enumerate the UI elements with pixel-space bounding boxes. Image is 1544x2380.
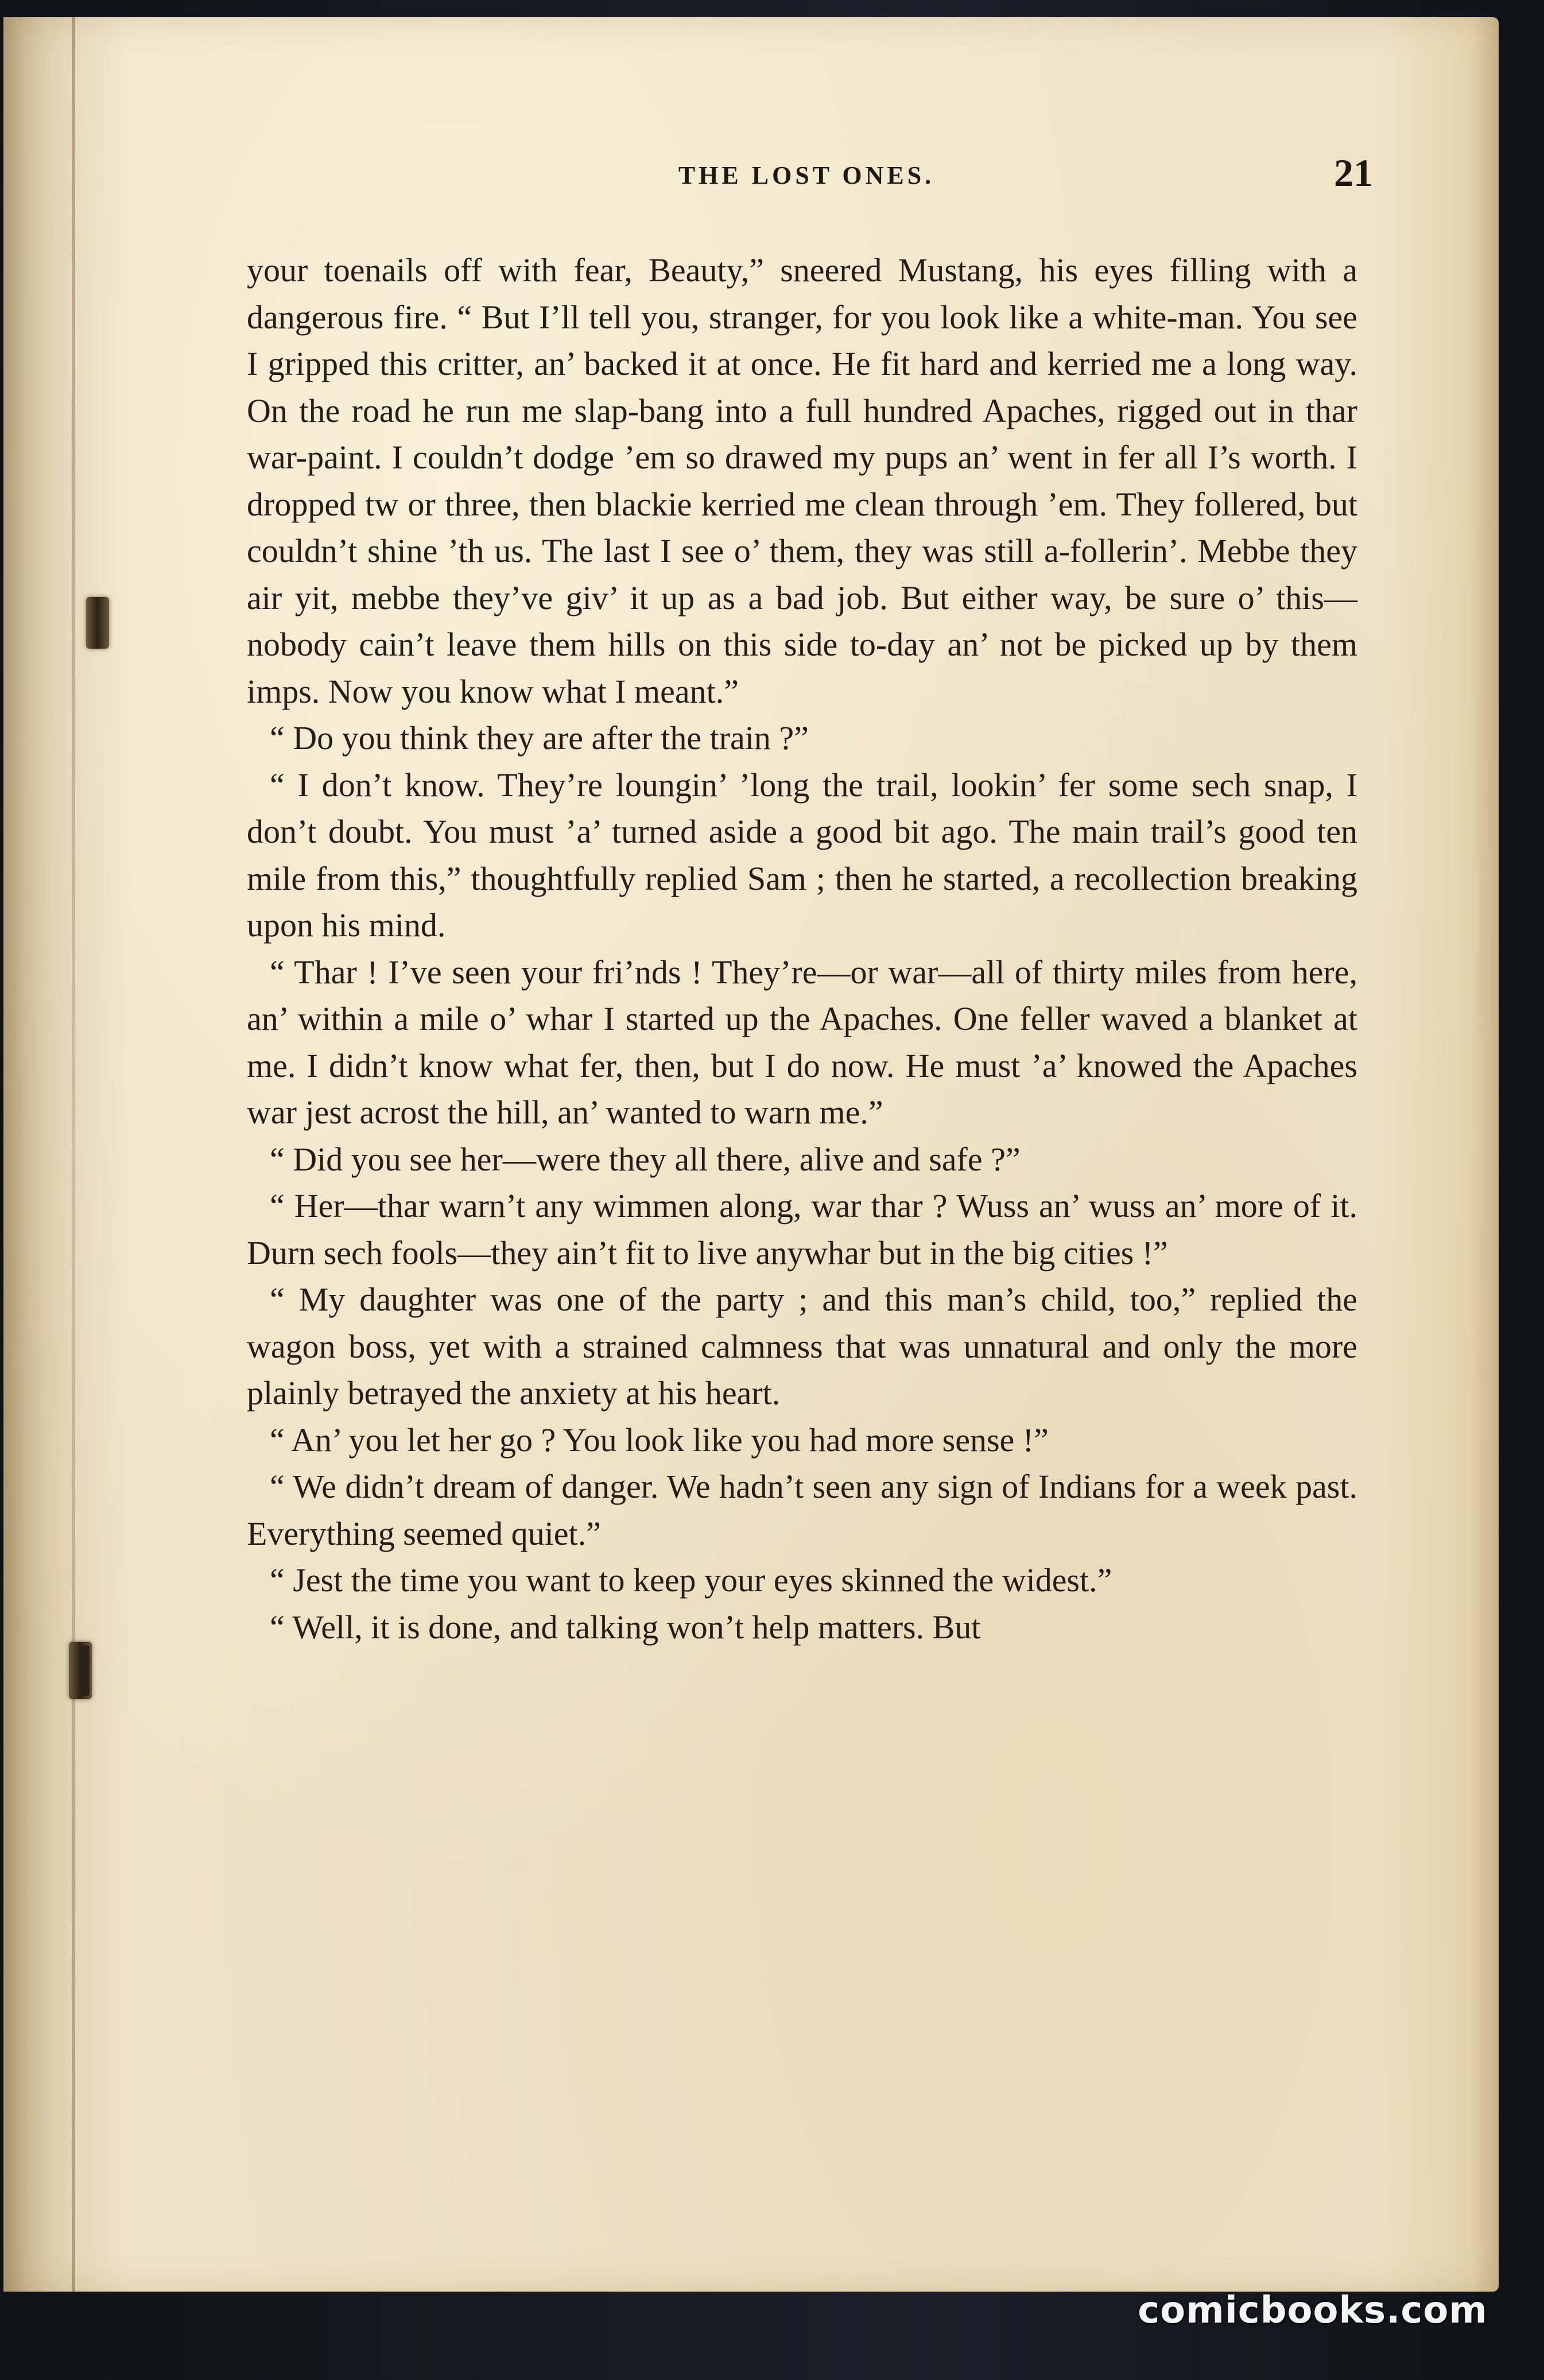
paragraph: “ An’ you let her go ? You look like you had more sense !” [270,1421,1049,1459]
paragraph: “ My daughter was one of the party ; and this man’s child, too,” replied the wagon boss, yet with a strained calmness that was unnatural and only the more plainly betrayed the anxiety at his heart. [247,1281,1357,1412]
paragraph: “ Her—thar warn’t any wimmen along, war thar ? Wuss an’ wuss an’ more of it. Durn sech fools—they ain’t fit to live anywhar but in the big cities !” [247,1187,1357,1272]
paragraph: “ Do you think they are after the train ?” [270,719,809,757]
site-watermark: comicbooks.com [1138,2289,1488,2332]
binding-staple-top [86,597,109,649]
paragraph: “ Thar ! I’ve seen your fri’nds ! They’re—or war—all of thirty miles from here, an’ within a mile o’ whar I started up the Apaches. One feller waved a blanket at me. I didn’t know what fer, then, but I do now. He must ’a’ knowed the Apaches war jest acrost the hill, an’ wanted to warn me.” [247,953,1357,1131]
running-title: THE LOST ONES. [678,161,935,189]
binding-crease [72,17,75,2292]
paragraph: your toenails off with fear, Beauty,” sneered Mustang, his eyes filling with a dangerous fire. “ But I’ll tell you, stranger, for you look like a white-man. You see I gripped this critter, an’ backed it at once. He fit hard and kerried me a long way. On the road he run me slap-bang into a full hundred Apaches, rigged out in thar war-paint. I couldn’t dodge ’em so drawed my pups an’ went in fer all I’s worth. I dropped tw or three, then blackie kerried me clean through ’em. They follered, but couldn’t shine ’th us. The last I see o’ them, they was still a-follerin’. Mebbe they air yit, mebbe they’ve giv’ it up as a bad job. But either way, be sure o’ this—nobody cain’t leave them hills on this side to-day an’ not be picked up by them imps. Now you know what I meant.” [247,251,1357,710]
page-header [247,148,1373,200]
paragraph: “ I don’t know. They’re loungin’ ’long the trail, lookin’ fer some sech snap, I don’t doubt. You must ’a’ turned aside a good bit ago. The main trail’s good ten mile from this,” thoughtfully replied Sam ; then he started, a recollection breaking upon his mind. [247,766,1357,944]
binding-staple-bottom [69,1642,92,1699]
paragraph: “ We didn’t dream of danger. We hadn’t seen any sign of Indians for a week past. Everything seemed quiet.” [247,1468,1357,1552]
page-gutter-shadow [3,17,130,2292]
paragraph: “ Jest the time you want to keep your eyes skinned the widest.” [270,1561,1112,1599]
page-number: 21 [1334,151,1373,195]
paragraph: “ Did you see her—were they all there, alive and safe ?” [270,1140,1021,1178]
paragraph: “ Well, it is done, and talking won’t help matters. But [270,1608,981,1646]
body-text [247,247,1357,1650]
